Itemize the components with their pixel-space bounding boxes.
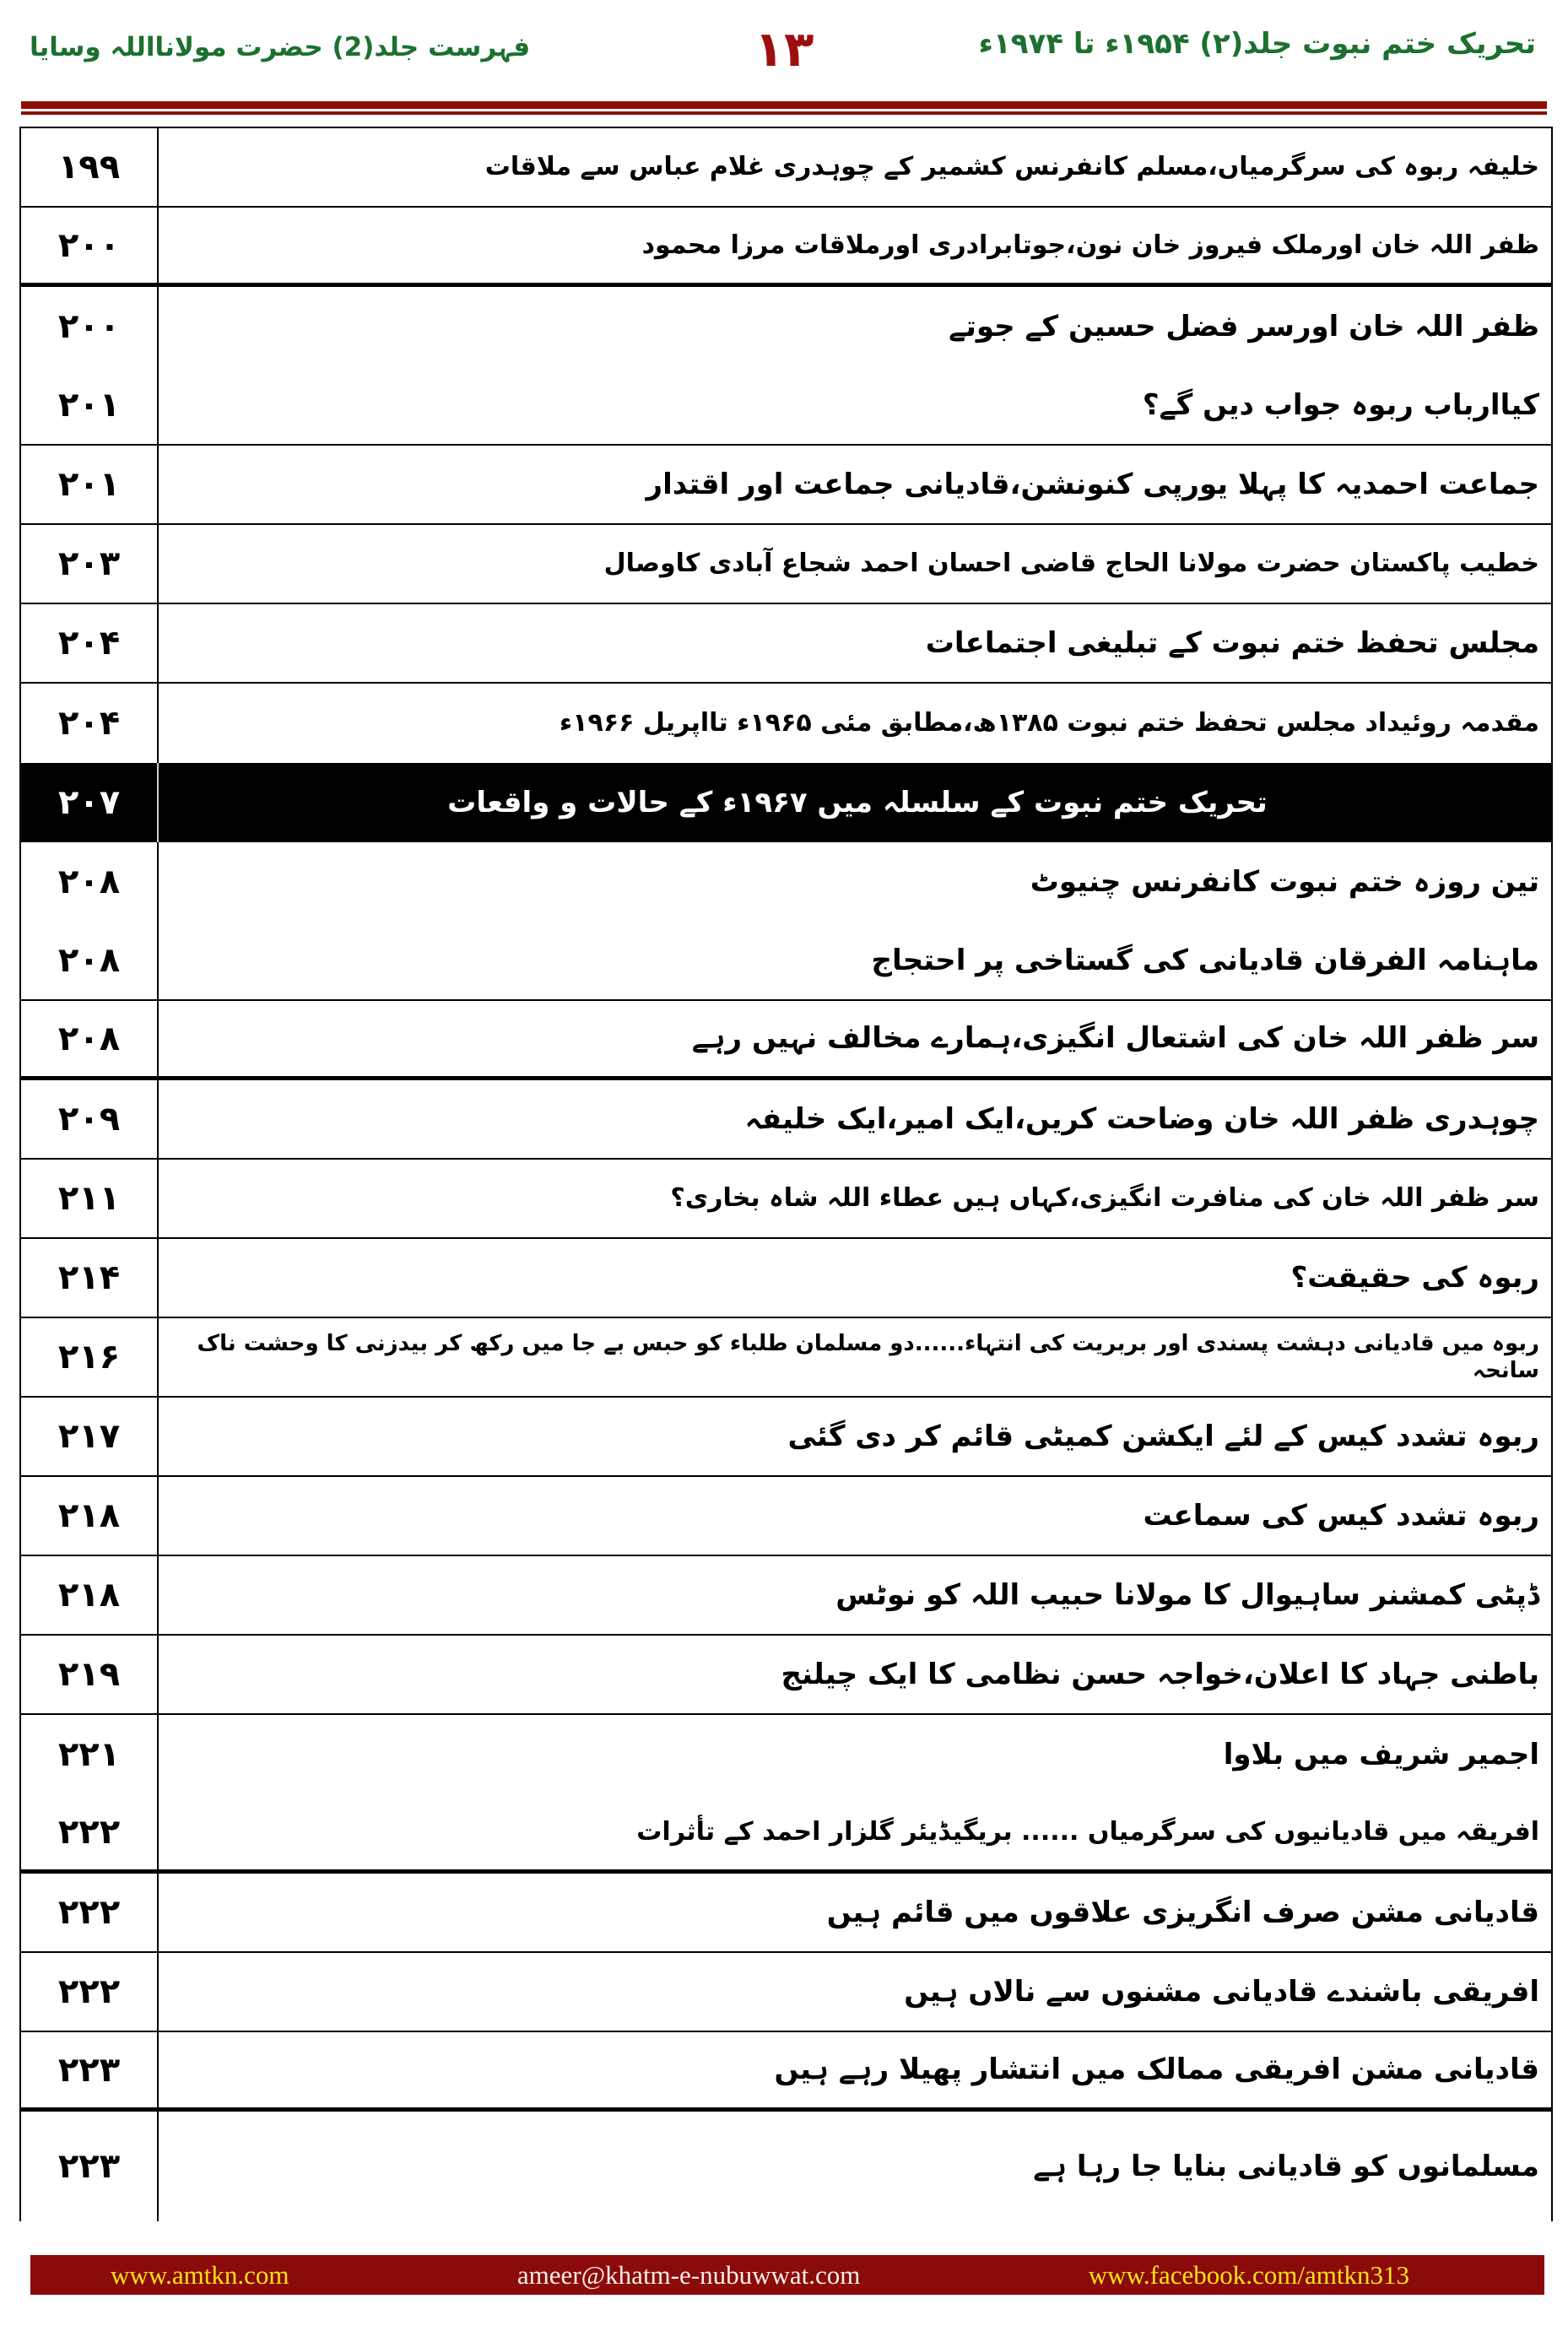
footer-website-url: www.amtkn.com bbox=[111, 2259, 289, 2290]
header-left-title: فہرست جلد(2) حضرت مولانااللہ وسایا bbox=[30, 32, 531, 62]
toc-row bbox=[21, 1953, 1551, 2032]
toc-row bbox=[21, 922, 1551, 1001]
toc-page-number: ۲۲۳ bbox=[21, 2032, 159, 2107]
toc-page-number: ۲۰۰ bbox=[21, 287, 159, 366]
toc-row bbox=[21, 1239, 1551, 1318]
toc-row bbox=[21, 1318, 1551, 1398]
toc-page-number: ۲۰۱ bbox=[21, 446, 159, 523]
toc-row bbox=[21, 525, 1551, 604]
toc-row bbox=[21, 1556, 1551, 1636]
footer-email: ameer@khatm-e-nubuwwat.com bbox=[516, 2259, 861, 2290]
toc-row bbox=[21, 1477, 1551, 1556]
toc-entry-title: تحریک ختم نبوت کے سلسلہ میں ۱۹۶۷ء کے حالات و واقعات bbox=[447, 785, 1268, 819]
toc-page-number: ۲۱۴ bbox=[21, 1239, 159, 1317]
toc-row bbox=[21, 684, 1551, 763]
toc-row bbox=[21, 1001, 1551, 1080]
toc-page-number: ۲۰۸ bbox=[21, 842, 159, 922]
toc-entry-title: جماعت احمدیہ کا پہلا یورپی کنونشن،قادیانی جماعت اور اقتدار bbox=[646, 467, 1539, 501]
toc-page-number: ۲۰۷ bbox=[21, 763, 159, 842]
toc-entry-title: افریقی باشندے قادیانی مشنوں سے نالاں ہیں bbox=[904, 1974, 1539, 2009]
toc-table bbox=[19, 127, 1553, 2221]
toc-entry-title: خلیفہ ربوہ کی سرگرمیاں،مسلم کانفرنس کشمیر کے چوہدری غلام عباس سے ملاقات bbox=[484, 152, 1539, 182]
toc-entry-title: افریقہ میں قادیانیوں کی سرگرمیاں ...... بریگیڈیئر گلزار احمد کے تأثرات bbox=[636, 1816, 1539, 1847]
toc-page-number: ۱۹۹ bbox=[21, 128, 159, 206]
toc-entry-title: خطیب پاکستان حضرت مولانا الحاج قاضی احسان احمد شجاع آبادی کاوصال bbox=[603, 549, 1539, 579]
toc-page-number: ۲۲۱ bbox=[21, 1715, 159, 1794]
toc-entry-title: ربوہ تشدد کیس کے لئے ایکشن کمیٹی قائم کر دی گئی bbox=[787, 1419, 1539, 1453]
toc-page-number: ۲۰۰ bbox=[21, 208, 159, 283]
toc-row bbox=[21, 208, 1551, 287]
toc-entry-title: اجمیر شریف میں بلاوا bbox=[1223, 1737, 1539, 1771]
toc-page-number: ۲۱۹ bbox=[21, 1636, 159, 1713]
toc-page-number: ۲۰۹ bbox=[21, 1080, 159, 1158]
toc-entry-title: کیاارباب ربوہ جواب دیں گے؟ bbox=[1142, 387, 1539, 422]
toc-page-number: ۲۱۶ bbox=[21, 1318, 159, 1396]
toc-row bbox=[21, 446, 1551, 525]
toc-page-number: ۲۱۸ bbox=[21, 1477, 159, 1555]
toc-entry-title: باطنی جہاد کا اعلان،خواجہ حسن نظامی کا ایک چیلنج bbox=[781, 1657, 1539, 1691]
header-right-title: تحریک ختم نبوت جلد(۲) ۱۹۵۴ء تا ۱۹۷۴ء bbox=[978, 27, 1536, 61]
toc-section-row bbox=[21, 763, 1551, 842]
toc-row bbox=[21, 1715, 1551, 1794]
toc-row bbox=[21, 604, 1551, 684]
toc-row bbox=[21, 128, 1551, 208]
toc-page-number: ۲۰۴ bbox=[21, 604, 159, 682]
toc-page-number: ۲۱۷ bbox=[21, 1398, 159, 1475]
toc-row bbox=[21, 1874, 1551, 1953]
toc-row bbox=[21, 287, 1551, 366]
toc-page-number: ۲۲۳ bbox=[21, 2112, 159, 2221]
toc-entry-title: سر ظفر اللہ خان کی منافرت انگیزی،کہاں ہیں عطاء اللہ شاہ بخاری؟ bbox=[670, 1183, 1539, 1214]
footer-facebook-url: www.facebook.com/amtkn313 bbox=[1088, 2259, 1409, 2290]
toc-page-number: ۲۰۴ bbox=[21, 684, 159, 763]
toc-row bbox=[21, 842, 1551, 922]
toc-entry-title: مجلس تحفظ ختم نبوت کے تبلیغی اجتماعات bbox=[925, 625, 1539, 660]
toc-row bbox=[21, 1794, 1551, 1874]
toc-page-number: ۲۱۱ bbox=[21, 1160, 159, 1237]
toc-page-number: ۲۲۲ bbox=[21, 1794, 159, 1869]
toc-entry-title: ربوہ میں قادیانی دہشت پسندی اور بربریت کی انتہاء......دو مسلمان طلباء کو حبس بے جا میں رکھ کر بیدزنی کا وحشت ناک سانحہ bbox=[197, 1330, 1539, 1383]
toc-row bbox=[21, 1398, 1551, 1477]
toc-entry-title: قادیانی مشن صرف انگریزی علاقوں میں قائم ہیں bbox=[826, 1895, 1539, 1929]
toc-entry-title: ظفر اللہ خان اورسر فضل حسین کے جوتے bbox=[949, 309, 1539, 343]
toc-page-number: ۲۰۳ bbox=[21, 525, 159, 603]
header-rule-thick bbox=[21, 101, 1547, 109]
toc-page-number: ۲۰۸ bbox=[21, 922, 159, 999]
toc-entry-title: تین روزہ ختم نبوت کانفرنس چنیوٹ bbox=[1030, 864, 1539, 899]
toc-page-number: ۲۰۱ bbox=[21, 366, 159, 444]
toc-page-number: ۲۲۲ bbox=[21, 1874, 159, 1951]
toc-entry-title: ظفر اللہ خان اورملک فیروز خان نون،جوتابرادری اورملاقات مرزا محمود bbox=[641, 230, 1539, 260]
toc-entry-title: چوہدری ظفر اللہ خان وضاحت کریں،ایک امیر،ایک خلیفہ bbox=[744, 1101, 1539, 1136]
toc-page-number: ۲۲۲ bbox=[21, 1953, 159, 2031]
toc-entry-title: ماہنامہ الفرقان قادیانی کی گستاخی پر احتجاج bbox=[871, 943, 1539, 977]
toc-page-number: ۲۰۸ bbox=[21, 1001, 159, 1076]
toc-entry-title: سر ظفر اللہ خان کی اشتعال انگیزی،ہمارے مخالف نہیں رہے bbox=[691, 1021, 1539, 1056]
toc-page-number: ۲۱۸ bbox=[21, 1556, 159, 1634]
toc-entry-title: مسلمانوں کو قادیانی بنایا جا رہا ہے bbox=[1033, 2149, 1539, 2183]
toc-row bbox=[21, 1160, 1551, 1239]
toc-row bbox=[21, 2032, 1551, 2112]
page-number: ۱۳ bbox=[754, 20, 814, 78]
toc-row bbox=[21, 1636, 1551, 1715]
header-rule-thin bbox=[21, 111, 1547, 115]
footer-bar bbox=[30, 2255, 1544, 2295]
toc-row bbox=[21, 366, 1551, 446]
toc-row bbox=[21, 2112, 1551, 2221]
toc-entry-title: ربوہ تشدد کیس کی سماعت bbox=[1143, 1498, 1539, 1533]
toc-entry-title: قادیانی مشن افریقی ممالک میں انتشار پھیلا رہے ہیں bbox=[774, 2053, 1539, 2087]
toc-entry-title: ربوہ کی حقیقت؟ bbox=[1290, 1260, 1539, 1295]
toc-entry-title: مقدمہ روئیداد مجلس تحفظ ختم نبوت ۱۳۸۵ھ،مطابق مئی ۱۹۶۵ء تااپریل ۱۹۶۶ء bbox=[559, 708, 1539, 738]
toc-entry-title: ڈپٹی کمشنر ساہیوال کا مولانا حبیب اللہ کو نوٹس bbox=[835, 1577, 1539, 1612]
toc-row bbox=[21, 1080, 1551, 1160]
